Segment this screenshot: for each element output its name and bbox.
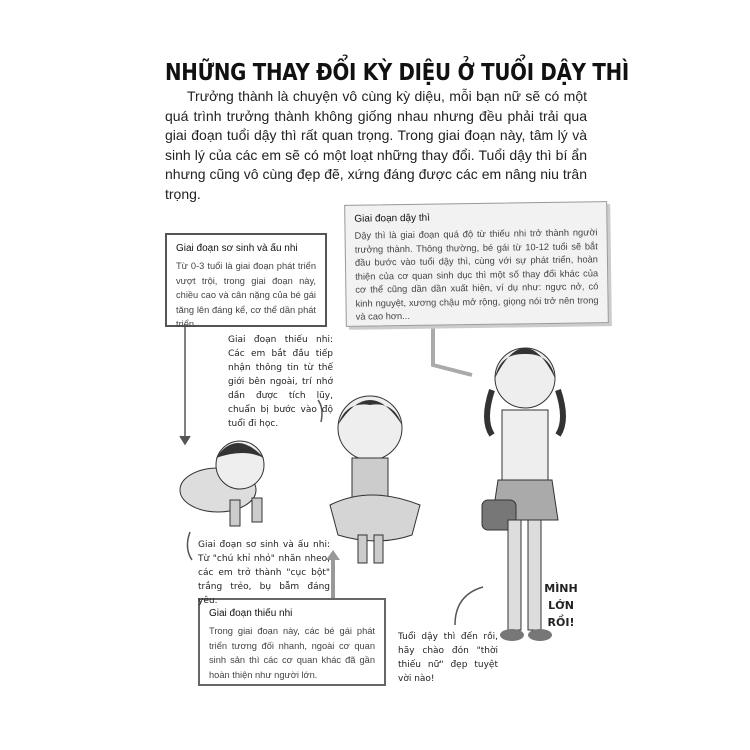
infant-caption: Giai đoạn sơ sinh và ấu nhi: Từ "chú khỉ nhỏ" nhăn nheo, các em trở thành "cục bột" trắng trẻo, bụ bẫm đáng yêu. <box>198 540 330 606</box>
pointer-arrow <box>187 532 192 560</box>
pointer-arrow <box>455 587 483 625</box>
box-heading: Giai đoạn sơ sinh và ấu nhi <box>176 243 298 254</box>
connector-line <box>433 325 472 375</box>
infant-stage-box <box>165 233 327 330</box>
child-stage-box <box>198 598 386 686</box>
puberty-stage-box <box>344 201 609 327</box>
box-text: Từ 0-3 tuổi là giai đoạn phát triển vượt trội, trong giai đoạn này, chiều cao và cân nặng của bé gái tăng lên đáng kể, cơ thể dần phát triển. <box>176 261 316 330</box>
child-caption: Giai đoạn thiếu nhi: Các em bắt đầu tiếp nhận thông tin từ thế giới bên ngoài, trí nhớ dần được tích lũy, chuẩn bị bước vào độ tuổi đi học. <box>228 335 333 429</box>
shout-text: MÌNH LỚN RỒI! <box>544 582 578 629</box>
baby-illustration <box>180 441 264 526</box>
box-heading: Giai đoạn dậy thì <box>354 212 431 225</box>
teen-caption: Tuổi dậy thì đến rồi, hãy chào đón "thời thiếu nữ" đẹp tuyệt vời nào! <box>398 632 498 684</box>
box-text: Trong giai đoạn này, các bé gái phát triển tương đối nhanh, ngoài cơ quan sinh sản thì các cơ quan khác đã gần hoàn thiện như người lớn. <box>209 626 375 680</box>
box-heading: Giai đoạn thiếu nhi <box>209 608 293 619</box>
page-title: NHỮNG THAY ĐỔI KỲ DIỆU Ở TUỔI DẬY THÌ <box>165 60 629 86</box>
intro-paragraph: Trưởng thành là chuyện vô cùng kỳ diệu, mỗi bạn nữ sẽ có một quá trình trưởng thành không giống nhau nhưng đều phải trải qua giai đoạn tuổi dậy thì rất quan trọng. Trong giai đoạn này, tâm lý và sinh lý của các em sẽ có một loạt những thay đổi. Tuổi dậy thì bí ẩn nhưng cũng vô cùng đẹp đẽ, xứng đáng được các em nâng niu trân trọng. <box>165 88 587 202</box>
box-text: Dậy thì là giai đoạn quá độ từ thiếu nhi trở thành người trưởng thành. Thông thường, bé gái từ 10-12 tuổi sẽ bắt đầu bước vào tuổi dậy thì, cùng với sự phát triển, hoàn thiện của cơ quan sinh dục thì một số thay đổi khác của cơ thể cũng dần dần xuất hiện, ví dụ như: ngực nở, có kinh nguyệt, xương chậu mở rộng, giọng nói trở nên trong và cao hơn... <box>354 227 599 322</box>
toddler-illustration <box>330 396 420 563</box>
